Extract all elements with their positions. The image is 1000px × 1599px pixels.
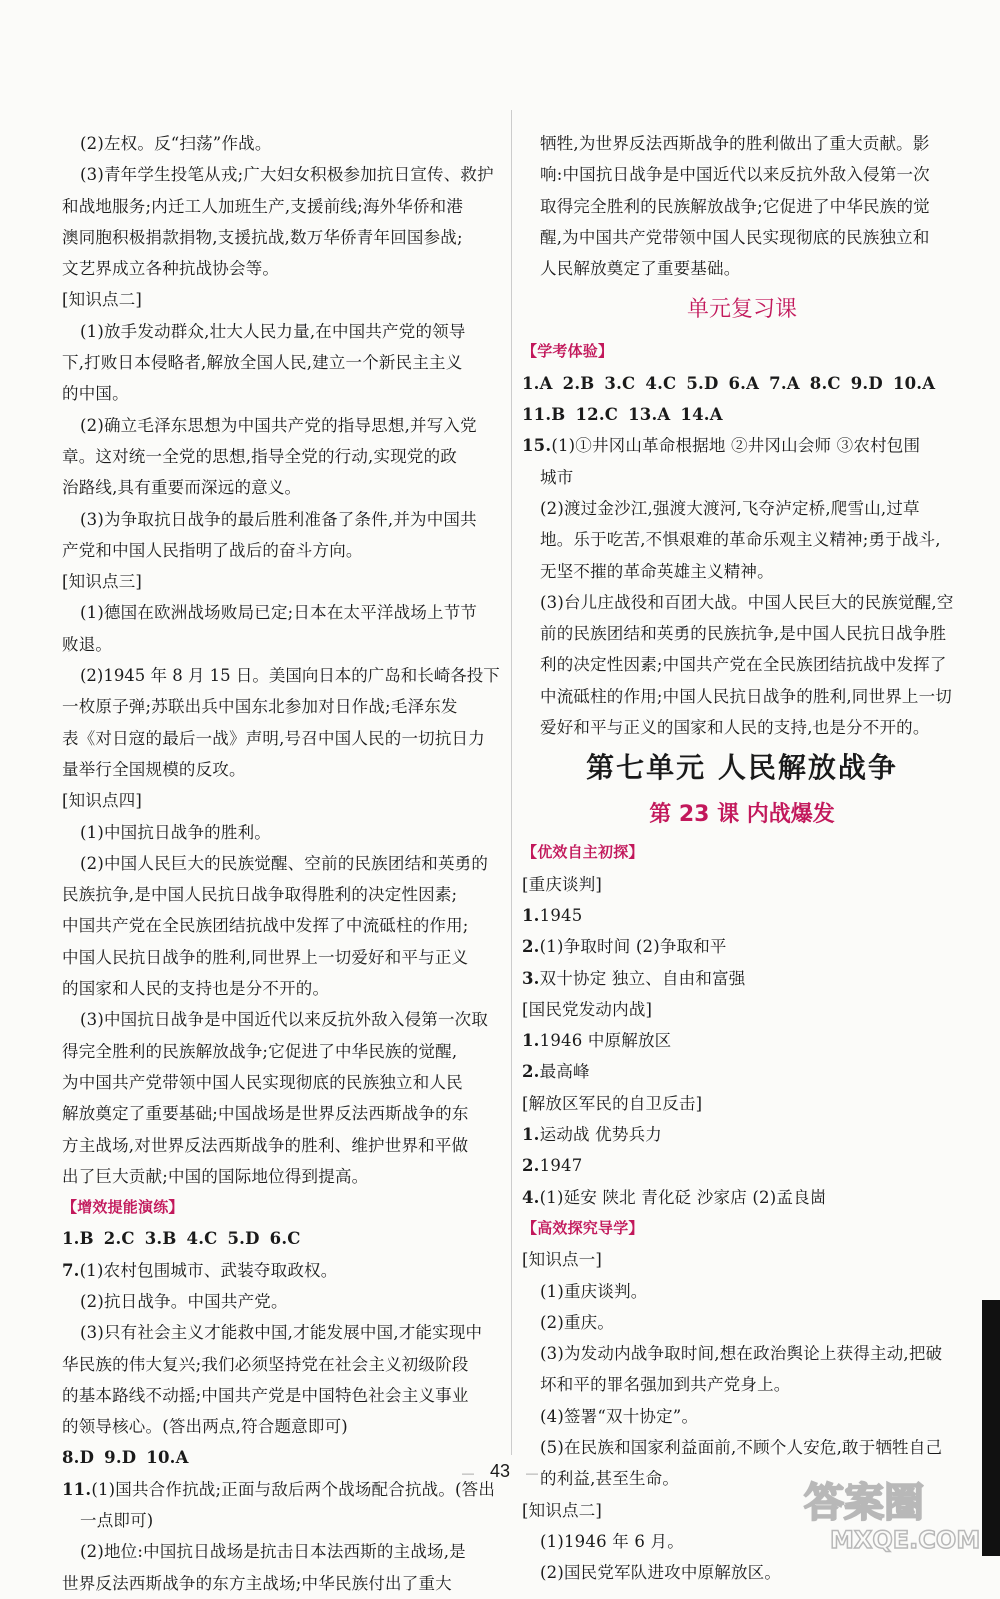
knowledge-point-heading: [解放区军民的自卫反击] (522, 1093, 703, 1113)
knowledge-point-heading: [知识点一] (522, 1250, 603, 1270)
answer-item: 8.C (809, 373, 841, 393)
text-line: 产党和中国人民指明了战后的奋斗方向。 (62, 540, 363, 560)
text-line: 牺牲,为世界反法西斯战争的胜利做出了重大贡献。影 (540, 134, 930, 153)
section-tag: 【增效提能演练】 (62, 1198, 184, 1217)
left-column (62, 128, 500, 1599)
right-column (522, 128, 962, 1588)
text-line: (5)在民族和国家利益面前,不顾个人安危,敢于牺牲自己 (540, 1437, 943, 1457)
text-line: (2)中国人民巨大的民族觉醒、空前的民族团结和英勇的 (80, 853, 489, 873)
text-line: 城市 (540, 467, 574, 487)
text-line: 地。乐于吃苦,不惧艰难的革命乐观主义精神;勇于战斗, (540, 530, 941, 550)
text-line: 响:中国抗日战争是中国近代以来反抗外敌入侵第一次 (540, 165, 930, 185)
answer-item: 13.A (628, 405, 671, 425)
answer-item: 2.B (562, 373, 595, 393)
text-line: 的领导核心。(答出两点,符合题意即可) (62, 1417, 348, 1437)
text-line: (3)为争取抗日战争的最后胜利准备了条件,并为中国共 (80, 509, 477, 529)
text-line: 无坚不摧的革命英雄主义精神。 (540, 561, 774, 581)
page-number: — 43 — (461, 1461, 539, 1481)
text-line: 治路线,具有重要而深远的意义。 (62, 478, 302, 498)
unit-title: 第七单元 人民解放战争 (586, 751, 898, 785)
text-line: 11.(1)国共合作抗战;正面与敌后两个战场配合抗战。(答出 (62, 1479, 496, 1499)
text-line: 的基本路线不动摇;中国共产党是中国特色社会主义事业 (62, 1385, 469, 1405)
column-divider (511, 110, 512, 1455)
answer-item: 7.A (769, 373, 800, 393)
text-line: 量举行全国规模的反攻。 (62, 759, 246, 779)
answer-item: 4.C (645, 373, 677, 393)
text-line: 世界反法西斯战争的东方主战场;中华民族付出了重大 (62, 1573, 452, 1593)
answer-item: 8.D (62, 1448, 95, 1468)
text-line: 醒,为中国共产党带领中国人民实现彻底的民族独立和 (540, 227, 930, 247)
answer-item: 9.D (850, 373, 883, 393)
text-line: (2)1945 年 8 月 15 日。美国向日本的广岛和长崎各投下 (80, 666, 500, 686)
text-line: (4)签署“双十协定”。 (540, 1406, 699, 1426)
text-line: 方主战场,对世界反法西斯战争的胜利、维护世界和平做 (62, 1135, 469, 1155)
text-line: 和战地服务;内迁工人加班生产,支援前线;海外华侨和港 (62, 196, 464, 216)
text-line: 1.运动战 优势兵力 (522, 1125, 662, 1145)
text-line: (3)只有社会主义才能救中国,才能发展中国,才能实现中 (80, 1323, 483, 1343)
watermark-text: 答案圈 (804, 1480, 924, 1526)
text-line: 15.(1)①井冈山革命根据地 ②井冈山会师 ③农村包围 (522, 436, 921, 456)
answer-item: 1.A (522, 373, 553, 393)
text-line: 澳同胞积极捐款捐物,支援抗战,数万华侨青年回国参战; (62, 227, 463, 247)
knowledge-point-heading: [知识点三] (62, 572, 143, 592)
answer-row (522, 399, 962, 430)
text-line: (1)德国在欧洲战场败局已定;日本在太平洋战场上节节 (80, 603, 478, 623)
text-line: 的国家和人民的支持也是分不开的。 (62, 979, 330, 999)
text-line: 3.双十协定 独立、自由和富强 (522, 968, 746, 988)
text-line: 爱好和平与正义的国家和人民的支持,也是分不开的。 (540, 718, 930, 738)
text-line: (2)重庆。 (540, 1312, 615, 1332)
answer-item: 1.B (62, 1229, 94, 1249)
page-number-text: 43 (489, 1461, 511, 1481)
text-line: 中流砥柱的作用;中国人民抗日战争的胜利,同世界上一切 (540, 686, 953, 706)
answer-item: 14.A (680, 405, 723, 425)
text-line: (2)左权。反“扫荡”作战。 (80, 134, 272, 153)
text-line: 下,打败日本侵略者,解放全国人民,建立一个新民主主义 (62, 353, 463, 373)
answer-row (62, 1223, 500, 1254)
answer-item: 2.C (103, 1229, 135, 1249)
answer-item: 5.D (686, 373, 719, 393)
text-line: (3)青年学生投笔从戎;广大妇女积极参加抗日宣传、救护 (80, 165, 494, 185)
text-line: (2)国民党军队进攻中原解放区。 (540, 1563, 782, 1583)
text-line: 章。这对统一全党的思想,指导全党的行动,实现党的政 (62, 446, 457, 466)
answer-item: 10.A (892, 373, 936, 393)
text-line: 2.1947 (522, 1156, 583, 1176)
answer-item: 9.D (104, 1448, 137, 1468)
text-line: (1)1946 年 6 月。 (540, 1531, 684, 1551)
text-line: 取得完全胜利的民族解放战争;它促进了中华民族的觉 (540, 196, 930, 216)
unit-review-title: 单元复习课 (686, 297, 797, 323)
text-line: 出了巨大贡献;中国的国际地位得到提高。 (62, 1166, 369, 1186)
lesson-title: 第 23 课 内战爆发 (649, 802, 835, 828)
text-line: 1.1945 (522, 905, 583, 925)
answer-item: 6.A (728, 373, 760, 393)
text-line: 文艺界成立各种抗战协会等。 (62, 259, 280, 279)
text-line: 表《对日寇的最后一战》声明,号召中国人民的一切抗日力 (62, 728, 485, 748)
text-line: (1)放手发动群众,壮大人民力量,在中国共产党的领导 (80, 321, 466, 341)
answer-item: 11.B (522, 405, 566, 425)
text-line: 的中国。 (62, 384, 129, 404)
text-line: 7.(1)农村包围城市、武装夺取政权。 (62, 1260, 338, 1280)
section-tag: 【学考体验】 (522, 342, 614, 361)
answer-item: 12.C (575, 405, 619, 425)
knowledge-point-heading: [重庆谈判] (522, 874, 603, 894)
section-tag: 【优效自主初探】 (522, 843, 644, 862)
text-line: (3)中国抗日战争是中国近代以来反抗外敌入侵第一次取 (80, 1010, 489, 1030)
text-line: 一枚原子弹;苏联出兵中国东北参加对日作战;毛泽东发 (62, 697, 458, 717)
knowledge-point-heading: [国民党发动内战] (522, 999, 653, 1019)
text-line: 解放奠定了重要基础;中国战场是世界反法西斯战争的东 (62, 1104, 469, 1124)
text-line: 的利益,甚至生命。 (540, 1469, 680, 1489)
watermark-url: MXQE.COM (830, 1526, 981, 1554)
text-line: 人民解放奠定了重要基础。 (540, 259, 741, 279)
text-line: 得完全胜利的民族解放战争;它促进了中华民族的觉醒, (62, 1041, 458, 1061)
text-line: 为中国共产党带领中国人民实现彻底的民族独立和人民 (62, 1072, 463, 1092)
text-line: 2.最高峰 (522, 1062, 590, 1082)
text-line: 一点即可) (80, 1511, 154, 1531)
text-line: 中国共产党在全民族团结抗战中发挥了中流砥柱的作用; (62, 916, 469, 936)
knowledge-point-heading: [知识点二] (522, 1500, 603, 1520)
knowledge-point-heading: [知识点四] (62, 791, 143, 811)
watermark-logo (800, 1470, 995, 1554)
text-line: 民族抗争,是中国人民抗日战争取得胜利的决定性因素; (62, 885, 458, 905)
text-line: 1.1946 中原解放区 (522, 1031, 672, 1051)
text-line: (3)为发动内战争取时间,想在政治舆论上获得主动,把破 (540, 1344, 943, 1364)
text-line: 4.(1)延安 陕北 青化砭 沙家店 (2)孟良崮 (522, 1187, 827, 1207)
text-line: 利的决定性因素;中国共产党在全民族团结抗战中发挥了 (540, 655, 947, 675)
text-line: 2.(1)争取时间 (2)争取和平 (522, 937, 727, 957)
text-line: (3)台儿庄战役和百团大战。中国人民巨大的民族觉醒,空 (540, 592, 954, 612)
answer-item: 3.C (604, 373, 636, 393)
section-tag: 【高效探究导学】 (522, 1218, 644, 1237)
text-line: (2)确立毛泽东思想为中国共产党的指导思想,并写入党 (80, 415, 477, 435)
knowledge-point-heading: [知识点二] (62, 290, 143, 310)
answer-item: 10.A (146, 1448, 189, 1468)
answer-item: 4.C (186, 1229, 218, 1249)
text-line: 华民族的伟大复兴;我们必须坚持党在社会主义初级阶段 (62, 1354, 469, 1374)
text-line: (1)重庆谈判。 (540, 1281, 648, 1301)
answer-item: 3.B (144, 1229, 177, 1249)
text-line: 前的民族团结和英勇的民族抗争,是中国人民抗日战争胜 (540, 624, 947, 644)
text-line: (2)渡过金沙江,强渡大渡河,飞夺泸定桥,爬雪山,过草 (540, 498, 920, 518)
text-line: 坏和平的罪名强加到共产党身上。 (540, 1375, 791, 1395)
text-line: (2)抗日战争。中国共产党。 (80, 1291, 288, 1311)
answer-item: 6.C (269, 1229, 301, 1249)
text-line: 中国人民抗日战争的胜利,同世界上一切爱好和平与正义 (62, 947, 469, 967)
text-line: 败退。 (62, 634, 113, 654)
answer-item: 5.D (227, 1229, 260, 1249)
text-line: (2)地位:中国抗日战场是抗击日本法西斯的主战场,是 (80, 1542, 466, 1562)
text-line: (1)中国抗日战争的胜利。 (80, 822, 271, 842)
answer-row (522, 368, 962, 399)
